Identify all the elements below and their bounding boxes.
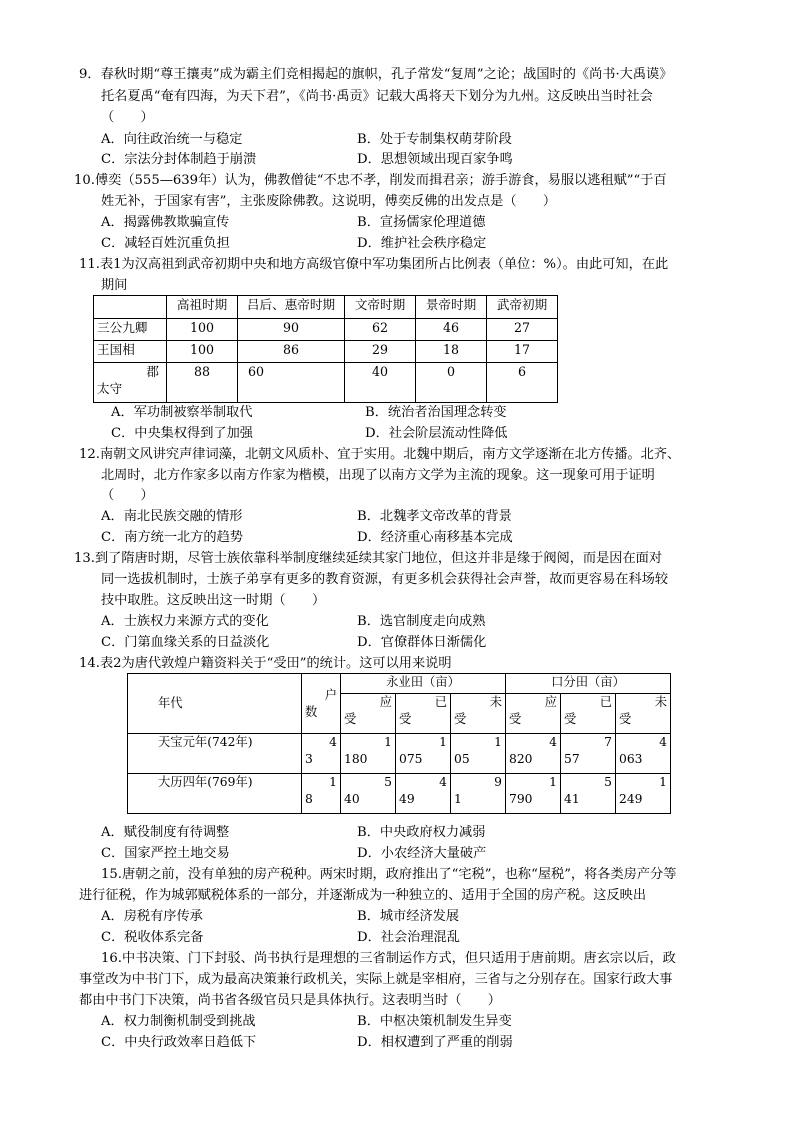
q11-stem-line1: 11.表1为汉高祖到武帝初期中央和地方高级官僚中军功集团所占比例表（单位：%）。由此可知，在此	[79, 257, 669, 272]
q14-option-b: B．中央政府权力减弱	[357, 825, 486, 840]
q14-cell-bottom: 063	[619, 752, 643, 766]
q14-cell-bottom: 249	[619, 792, 643, 806]
q14-subheader-bottom: 受	[564, 712, 577, 726]
q14-row-769	[128, 774, 671, 814]
q14-cell-top: 1	[549, 775, 557, 789]
q14-cell	[506, 774, 561, 814]
q15-stem-line2: 进行征税，作为城郭赋税体系的一部分，并逐渐成为一种独立的、适用于全国的房产税。这反映出	[79, 888, 647, 903]
q14-subheader-top: 已	[599, 695, 612, 709]
q14-cell-top: 4	[549, 735, 557, 749]
q10-stem-line2: 姓无补，于国家有害”，主张废除佛教。这说明，傅奕反佛的出发点是（ ）	[101, 194, 557, 209]
q14-cell-top: 1	[659, 775, 667, 789]
q11-row-label	[94, 363, 167, 403]
q11-cell: 40	[345, 363, 416, 403]
q15-option-a: A．房税有序传承	[101, 909, 203, 924]
q14-cell-top: 4	[659, 735, 667, 749]
q14-header-koufen: 口分田（亩）	[506, 674, 671, 694]
q14-header-hushu	[302, 674, 341, 734]
q11-cell: 100	[167, 319, 238, 341]
q11-header: 吕后、惠帝时期	[238, 296, 345, 319]
q10-option-c: C．减轻百姓沉重负担	[101, 236, 230, 251]
q12-answer-blank: （ ）	[101, 488, 154, 503]
q16-option-b: B．中枢决策机制发生异变	[357, 1014, 512, 1029]
q14-cell	[561, 774, 616, 814]
q11-stem-line2: 期间	[101, 278, 128, 293]
q11-cell: 90	[238, 319, 345, 341]
q11-cell: 17	[487, 341, 558, 363]
q14-cell-bottom: 40	[344, 792, 360, 806]
q14-cell-top: 1	[384, 735, 392, 749]
q14-cell-bottom: 180	[344, 752, 368, 766]
q15-stem-line1: 15.唐朝之前，没有单独的房产税种。两宋时期，政府推出了“宅税”，也称“屋税”，将各类房产分等	[101, 867, 677, 882]
q11-cell: 88	[167, 363, 238, 403]
q14-subheader	[506, 694, 561, 734]
q13-option-b: B．选官制度走向成熟	[357, 614, 486, 629]
q11-cell: 6	[487, 363, 558, 403]
q14-subheader-bottom: 受	[399, 712, 412, 726]
q14-cell	[302, 734, 341, 774]
q11-header: 高祖时期	[167, 296, 238, 319]
q14-header-shu: 数	[305, 704, 318, 719]
q10-option-b: B．宣扬儒家伦理道德	[357, 215, 486, 230]
q10-option-a: A．揭露佛教欺骗宣传	[101, 215, 230, 230]
q16-stem-line2: 事堂改为中书门下，成为最高决策兼行政机关，实际上就是宰相府，三省与之分别存在。国家行政大事	[79, 972, 673, 987]
q15-option-d: D．社会治理混乱	[357, 930, 460, 945]
q16-stem-line1: 16.中书决策、门下封驳、尚书执行是理想的三省制运作方式，但只适用于唐前期。唐玄宗以后，政	[101, 951, 676, 966]
q15-option-b: B．城市经济发展	[357, 909, 460, 924]
q14-option-d: D．小农经济大量破产	[357, 846, 487, 861]
q13-option-a: A．士族权力来源方式的变化	[101, 614, 269, 629]
q9-stem-line1: 9．春秋时期“尊王攘夷”成为霸主们竞相揭起的旗帜，孔子常发“复周”之论；战国时的《尚书·大禹谟》	[79, 67, 673, 82]
q14-cell	[302, 774, 341, 814]
q14-cell-top: 4	[329, 735, 337, 749]
q14-cell-top: 1	[329, 775, 337, 789]
q11-row-label: 王国相	[94, 341, 167, 363]
q14-cell	[561, 734, 616, 774]
q14-stem-line1: 14.表2为唐代敦煌户籍资料关于“受田”的统计。这可以用来说明	[79, 656, 452, 671]
q11-option-d: D．社会阶层流动性降低	[365, 426, 508, 441]
q14-subheader	[451, 694, 506, 734]
q14-cell-bottom: 05	[454, 752, 470, 766]
q9-option-a: A．向往政治统一与稳定	[101, 132, 243, 147]
q14-cell-bottom: 49	[399, 792, 415, 806]
q14-subheader-bottom: 受	[344, 712, 357, 726]
q11-cell: 46	[416, 319, 487, 341]
q9-option-d: D．思想领域出现百家争鸣	[357, 152, 513, 167]
q14-cell-top: 9	[494, 775, 502, 789]
q14-cell-top: 1	[494, 735, 502, 749]
q14-cell-bottom: 820	[509, 752, 533, 766]
q14-header-yongye: 永业田（亩）	[341, 674, 506, 694]
q13-option-c: C．门第血缘关系的日益淡化	[101, 635, 270, 650]
q12-option-b: B．北魏孝文帝改革的背景	[357, 509, 512, 524]
q11-cell: 62	[345, 319, 416, 341]
q14-cell	[341, 774, 396, 814]
q11-option-c: C．中央集权得到了加强	[111, 426, 253, 441]
q14-cell-bottom: 8	[305, 792, 313, 806]
q11-cell: 18	[416, 341, 487, 363]
q14-cell-top: 5	[384, 775, 392, 789]
q14-cell-bottom: 1	[454, 792, 462, 806]
q11-row-label-part1: 郡	[146, 364, 159, 379]
q11-row-label-part2: 太守	[97, 381, 123, 396]
q13-stem-line2: 同一选拔机制时，士族子弟享有更多的教育资源，有更多机会获得社会声誉，故而更容易在科场较	[101, 572, 669, 587]
q11-cell: 86	[238, 341, 345, 363]
q14-cell	[341, 734, 396, 774]
q12-option-d: D．经济重心南移基本完成	[357, 530, 513, 545]
q12-stem-line1: 12.南朝文风讲究声律词藻，北朝文风质朴、宜于实用。北魏中期后，南方文学逐渐在北方传播。北齐、	[79, 447, 681, 462]
q12-stem-line2: 北周时，北方作家多以南方作家为楷模，出现了以南方文学为主流的现象。这一现象可用于证明	[101, 468, 655, 483]
q11-option-b: B．统治者治国理念转变	[365, 405, 507, 420]
q14-subheader-top: 应	[379, 695, 392, 709]
q14-subheader-top: 未	[654, 695, 667, 709]
q10-option-d: D．维护社会秩序稳定	[357, 236, 487, 251]
q10-stem-line1: 10.傅奕（555—639年）认为，佛教僧徒“不忠不孝，削发而揖君亲；游手游食，易服以逃租赋”“于百	[74, 173, 667, 188]
q11-cell: 100	[167, 341, 238, 363]
q11-header: 景帝时期	[416, 296, 487, 319]
q11-table	[93, 295, 558, 403]
q14-header-hu: 户	[324, 687, 337, 702]
q14-cell-bottom: 3	[305, 752, 313, 766]
q15-option-c: C．税收体系完备	[101, 930, 204, 945]
q11-option-a: A．军功制被察举制取代	[111, 405, 253, 420]
q14-subheader-top: 应	[544, 695, 557, 709]
q14-cell-bottom: 075	[399, 752, 423, 766]
q14-subheader-bottom: 受	[619, 712, 632, 726]
q14-row-year: 天宝元年(742年)	[128, 734, 302, 774]
q14-cell-top: 5	[604, 775, 612, 789]
q14-cell	[396, 774, 451, 814]
q14-cell-top: 4	[439, 775, 447, 789]
q13-stem-line1: 13.到了隋唐时期，尽管士族依靠科举制度继续延续其家门地位，但这并非是缘于阀阅，而是因在面对	[74, 551, 663, 566]
q14-cell	[451, 734, 506, 774]
q14-cell	[506, 734, 561, 774]
q14-option-c: C．国家严控土地交易	[101, 846, 230, 861]
q14-subheader-bottom: 受	[509, 712, 522, 726]
q11-header: 文帝时期	[345, 296, 416, 319]
q14-subheader-bottom: 受	[454, 712, 467, 726]
q14-subheader-top: 已	[434, 695, 447, 709]
q13-option-d: D．官僚群体日渐儒化	[357, 635, 487, 650]
q16-option-a: A．权力制衡机制受到挑战	[101, 1014, 256, 1029]
q11-cell: 29	[345, 341, 416, 363]
q14-cell-bottom: 41	[564, 792, 580, 806]
q11-row-label: 三公九卿	[94, 319, 167, 341]
q14-cell	[616, 734, 671, 774]
q14-cell	[451, 774, 506, 814]
q14-row-742	[128, 734, 671, 774]
q9-option-b: B．处于专制集权萌芽阶段	[357, 132, 512, 147]
q12-option-a: A．南北民族交融的情形	[101, 509, 243, 524]
q14-cell-bottom: 790	[509, 792, 533, 806]
q12-option-c: C．南方统一北方的趋势	[101, 530, 243, 545]
q9-option-c: C．宗法分封体制趋于崩溃	[101, 152, 257, 167]
q14-row-year: 大历四年(769年)	[128, 774, 302, 814]
q14-cell	[396, 734, 451, 774]
q14-cell	[616, 774, 671, 814]
q11-cell: 27	[487, 319, 558, 341]
q14-subheader	[616, 694, 671, 734]
q14-cell-top: 1	[439, 735, 447, 749]
q16-option-d: D．相权遭到了严重的削弱	[357, 1035, 513, 1050]
q14-subheader	[561, 694, 616, 734]
q14-header-year: 年代	[128, 674, 302, 734]
q9-answer-blank: （ ）	[101, 110, 154, 125]
q13-stem-line3: 技中取胜。这反映出这一时期（ ）	[101, 593, 326, 608]
q14-option-a: A．赋役制度有待调整	[101, 825, 230, 840]
q16-option-c: C．中央行政效率日趋低下	[101, 1035, 257, 1050]
q9-stem-line2: 托名夏禹“奄有四海，为天下君”，《尚书·禹贡》记载大禹将天下划分为九州。这反映出当时社会	[101, 89, 653, 104]
q14-subheader-top: 未	[489, 695, 502, 709]
q14-subheader	[341, 694, 396, 734]
q11-header: 武帝初期	[487, 296, 558, 319]
q14-subheader	[396, 694, 451, 734]
q14-cell-bottom: 57	[564, 752, 580, 766]
q11-cell: 0	[416, 363, 487, 403]
q14-cell-top: 7	[604, 735, 612, 749]
q11-cell: 60	[238, 363, 345, 403]
q14-table	[127, 673, 671, 814]
q16-stem-line3: 都由中书门下决策，尚书省各级官员只是具体执行。这表明当时（ ）	[79, 993, 501, 1008]
